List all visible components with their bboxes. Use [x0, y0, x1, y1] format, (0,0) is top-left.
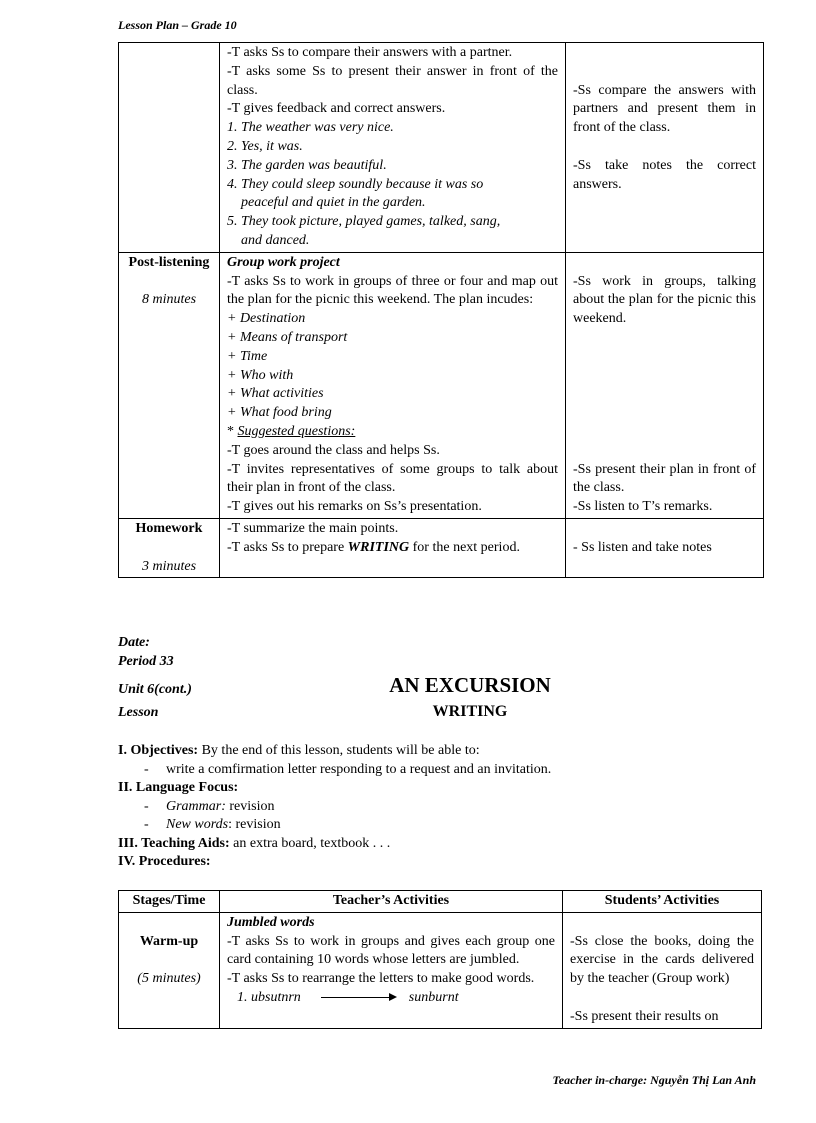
- student-step: -Ss present their plan in front of the class.: [573, 461, 756, 496]
- plan-item: + Means of transport: [227, 329, 348, 345]
- plan-item: + Destination: [227, 311, 306, 327]
- student-activities-cell: [566, 252, 764, 518]
- plan-item: + Time: [227, 348, 268, 364]
- language-focus-heading: II. Language Focus:: [118, 780, 239, 795]
- stage-cell: [119, 518, 220, 577]
- teacher-step: -T goes around the class and helps Ss.: [227, 442, 440, 458]
- objectives-line: I. Objectives: By the end of this lesson, students will be able to:: [118, 743, 480, 758]
- stage-time: 8 minutes: [141, 292, 197, 308]
- column-header: Students’ Activities: [563, 891, 762, 913]
- lesson-label: Lesson: [118, 705, 159, 720]
- stage-time: 3 minutes: [141, 558, 197, 574]
- answer-line: 4. They could sleep soundly because it was so: [227, 176, 484, 192]
- page-footer: Teacher in-charge: Nguyễn Thị Lan Anh: [552, 1073, 756, 1087]
- teacher-step: -T asks Ss to compare their answers with a partner.: [227, 45, 513, 60]
- table-row: [119, 912, 762, 1028]
- teacher-step: -T asks Ss to rearrange the letters to make good words.: [227, 971, 535, 987]
- suggested-questions: * Suggested questions:: [227, 423, 356, 439]
- answer-line: 2. Yes, it was.: [227, 138, 303, 154]
- teacher-step: -T invites representatives of some groups to talk about their plan in front of the class.: [227, 461, 558, 496]
- plan-item: + What activities: [227, 386, 324, 402]
- teacher-step: -T asks Ss to work in groups of three or four and map out the plan for the picnic this weekend. The plan incudes:: [227, 273, 558, 308]
- teacher-activities-cell: [220, 43, 566, 253]
- teacher-step: -T asks some Ss to present their answer in front of the class.: [227, 63, 558, 98]
- grammar-item: - Grammar: revision: [144, 798, 275, 814]
- teaching-aids-line: III. Teaching Aids: an extra board, textbook . . .: [118, 835, 391, 851]
- teacher-step: -T gives feedback and correct answers.: [227, 101, 446, 117]
- student-step: -Ss listen to T’s remarks.: [573, 499, 713, 515]
- student-step: -Ss take notes the correct answers.: [573, 157, 756, 192]
- answer-line: 1. The weather was very nice.: [227, 120, 394, 136]
- unit-label: Unit 6(cont.): [118, 682, 192, 697]
- answer-line: and danced.: [241, 232, 310, 248]
- stage-name: Warm-up: [139, 933, 199, 949]
- column-header: Stages/Time: [119, 891, 220, 913]
- student-step: - Ss listen and take notes: [573, 539, 712, 555]
- column-header: Teacher’s Activities: [220, 891, 563, 913]
- page-subtitle: WRITING: [432, 703, 508, 720]
- teacher-step: -T gives out his remarks on Ss’s presentation.: [227, 499, 482, 515]
- teacher-step: -T asks Ss to prepare WRITING for the next period.: [227, 539, 520, 555]
- activity-heading: Jumbled words: [227, 914, 315, 930]
- table-row: [119, 252, 764, 518]
- teacher-step: -T asks Ss to work in groups and gives each group one card containing 10 words whose letters are jumbled.: [227, 933, 555, 968]
- stage-name: Post-listening: [128, 254, 210, 270]
- objective-item: - write a comfirmation letter responding to a request and an invitation.: [144, 761, 552, 777]
- answer-line: peaceful and quiet in the garden.: [241, 195, 426, 211]
- student-step: -Ss work in groups, talking about the plan for the picnic this weekend.: [573, 273, 756, 327]
- student-step: -Ss close the books, doing the exercise in the cards delivered by the teacher (Group work): [570, 933, 754, 987]
- student-activities-cell: [563, 912, 762, 1028]
- student-activities-cell: [566, 518, 764, 577]
- stage-cell: [119, 43, 220, 253]
- stage-cell: [119, 252, 220, 518]
- procedure-table-continued: [118, 42, 764, 578]
- activity-heading: Group work project: [227, 254, 340, 270]
- stage-cell: [119, 912, 220, 1028]
- answer-line: 3. The garden was beautiful.: [227, 157, 387, 173]
- student-activities-cell: [566, 43, 764, 253]
- objectives-section: [118, 742, 778, 872]
- procedure-table: [118, 890, 762, 1029]
- teacher-activities-cell: [220, 518, 566, 577]
- page-title: AN EXCURSION: [389, 673, 551, 697]
- answer-line: 5. They took picture, played games, talked, sang,: [227, 214, 501, 230]
- table-row: [119, 518, 764, 577]
- stage-name: Homework: [135, 520, 203, 536]
- table-header-row: [119, 891, 762, 913]
- teacher-activities-cell: [220, 252, 566, 518]
- period-label: Period 33: [118, 654, 174, 669]
- teacher-activities-cell: [220, 912, 563, 1028]
- student-step: -Ss present their results on: [570, 1008, 719, 1024]
- plan-item: + Who with: [227, 367, 294, 383]
- date-label: Date:: [118, 635, 150, 650]
- procedures-heading: IV. Procedures:: [118, 854, 211, 869]
- page-header: Lesson Plan – Grade 10: [118, 18, 237, 32]
- plan-item: + What food bring: [227, 405, 332, 421]
- new-words-item: - New words: revision: [144, 817, 281, 832]
- arrow-icon: [321, 997, 395, 998]
- teacher-step: -T summarize the main points.: [227, 520, 399, 536]
- table-row: [119, 43, 764, 253]
- stage-time: (5 minutes): [137, 971, 201, 987]
- student-step: -Ss compare the answers with partners and present them in front of the class.: [573, 82, 756, 136]
- example-item: 1. ubsutnrn sunburnt: [237, 989, 459, 1005]
